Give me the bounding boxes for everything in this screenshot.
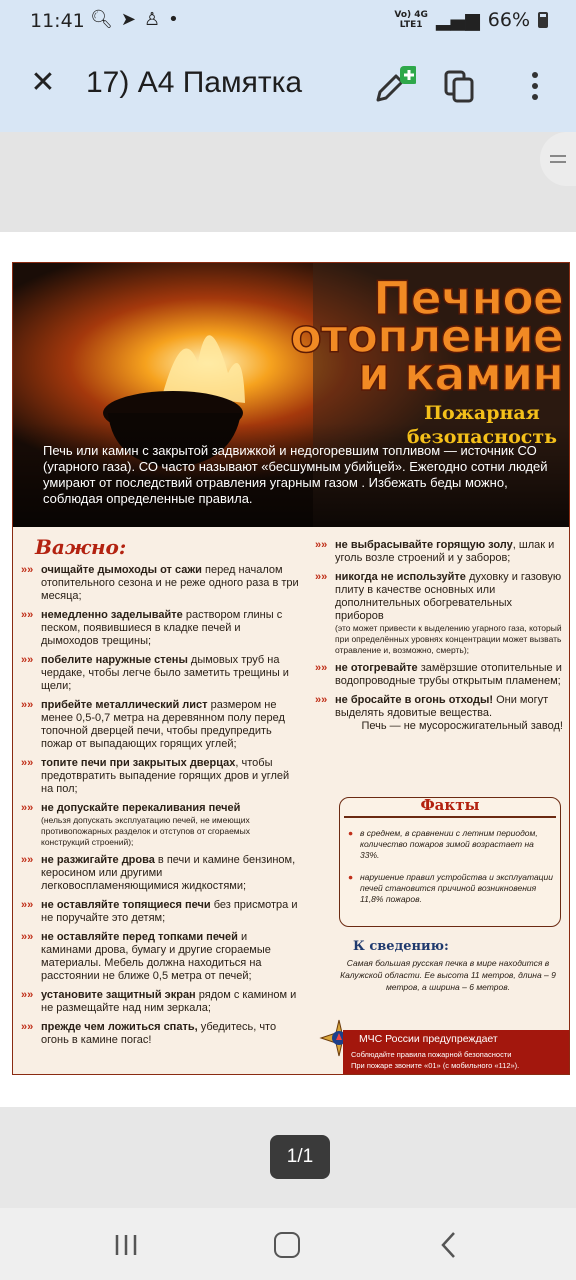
important-list-left <box>21 535 299 1053</box>
rule-item <box>21 854 299 893</box>
page-counter: 1/1 <box>270 1135 330 1179</box>
rule-item <box>21 757 299 796</box>
dot-icon: • <box>168 9 179 30</box>
rule-item <box>21 1021 299 1047</box>
fact-bullet-icon: ● <box>348 828 354 838</box>
mchs-line: При пожаре звоните «01» (с мобильного «112»). <box>351 1061 520 1070</box>
network-sub: LTE1 <box>399 20 423 30</box>
rule-item <box>21 564 299 603</box>
facts-heading: Факты <box>420 796 480 814</box>
rule-bold: не бросайте в огонь отходы! <box>335 694 494 706</box>
rule-bold: не допускайте перекаливания печей <box>41 802 241 814</box>
mchs-heading: МЧС России предупреждает <box>359 1033 498 1045</box>
rule-item <box>21 931 299 983</box>
mchs-banner <box>343 1030 570 1075</box>
rule-body <box>41 654 299 693</box>
rule-text: без присмотра и не поручайте это детям; <box>41 899 298 924</box>
rule-text: дымовых труб на чердаке, чтобы легче было заметить трещины и щели; <box>41 654 289 692</box>
rule-note: (нельзя допускать эксплуатацию печей, не имеющих противопожарных разделок и отступов от сгораемых конструкций строений); <box>41 815 251 847</box>
rule-bold: не отогревайте <box>335 662 418 674</box>
rule-item <box>315 571 563 656</box>
poster <box>12 262 570 1075</box>
important-heading: Важно: <box>35 535 127 559</box>
rule-text: Они могут выделять ядовитые вещества. <box>335 694 549 719</box>
facts-box <box>339 797 561 927</box>
back-icon[interactable] <box>438 1230 460 1260</box>
rule-bold: не оставляйте топящиеся печи <box>41 899 211 911</box>
rule-item <box>315 539 563 565</box>
rule-bold: немедленно заделывайте <box>41 609 183 621</box>
rule-text: в печи и камине бензином, керосином или другими легковоспламеняющимися жидкостями; <box>41 854 296 892</box>
rule-body <box>41 931 299 983</box>
rule-bullet-icon: »» <box>21 654 34 666</box>
info-heading: К сведению: <box>353 939 449 954</box>
rule-body <box>41 989 299 1015</box>
rule-text: размером не менее 0,5-0,7 метра на деревянном полу перед топочной дверцей печи, чтобы предупредить пожар от выпадающих горящих углей; <box>41 699 285 750</box>
rule-item <box>21 899 299 925</box>
rule-bullet-icon: »» <box>21 609 34 621</box>
rule-body <box>335 662 563 688</box>
rule-body <box>41 802 299 848</box>
rule-bullet-icon: »» <box>21 699 34 711</box>
copy-icon[interactable] <box>440 66 480 106</box>
mchs-line: Соблюдайте правила пожарной безопасности <box>351 1050 512 1059</box>
rule-body <box>41 854 299 893</box>
fact-text: нарушение правил устройства и эксплуатации печей становится причиной возникновения 11,8% пожаров. <box>360 872 553 904</box>
rule-bold: не разжигайте дрова <box>41 854 155 866</box>
system-indicators <box>394 9 548 31</box>
rule-bullet-icon: »» <box>21 1021 34 1033</box>
system-nav-bar <box>0 1208 576 1280</box>
rule-bold: не оставляйте перед топками печей <box>41 931 238 943</box>
rule-text: духовку и газовую плиту в качестве основных или дополнительных обогревательных приборов <box>335 571 562 622</box>
rule-body <box>335 694 563 733</box>
subtitle-line: Пожарная <box>424 402 540 424</box>
person-icon: ♙ <box>143 9 161 30</box>
rule-item <box>315 694 563 733</box>
fireplace-photo <box>13 263 570 527</box>
signal-icon: ▂▄▆ <box>435 9 480 31</box>
poster-title-line: отопление <box>290 309 563 363</box>
poster-subtitle <box>407 401 557 449</box>
poster-title-line: Печное <box>373 271 563 325</box>
rule-bold: побелите наружные стены <box>41 654 188 666</box>
rule-bullet-icon: »» <box>21 564 34 576</box>
poster-intro: Печь или камин с закрытой задвижкой и недогоревшим топливом — источник СО (угарного газа). СО часто называют «бесшумным убийцей». Ежегодно сотни людей умирают от последствий отравления угарным газом . Избежать беды можно, соблюдая определенные правила. <box>43 443 548 506</box>
document-title: 17) А4 Памятка <box>86 66 303 99</box>
poster-title <box>290 271 563 401</box>
rule-bold: не выбрасывайте горящую золу <box>335 539 513 551</box>
rule-bullet-icon: »» <box>315 694 328 706</box>
rule-extra: Печь — не мусоросжигательный завод! <box>361 720 563 732</box>
search-icon: 🔍︎ <box>90 9 113 30</box>
status-time: 11:41 <box>30 10 85 32</box>
rule-bullet-icon: »» <box>21 899 34 911</box>
document-page <box>0 232 576 1107</box>
rule-body <box>335 571 563 656</box>
rule-bold: прежде чем ложиться спать, <box>41 1021 198 1033</box>
fact-text: в среднем, в сравнении с летним периодом, количество пожаров зимой возрастает на 33%. <box>360 828 538 860</box>
rule-bullet-icon: »» <box>21 931 34 943</box>
rule-text: убедитесь, что огонь в камине погас! <box>41 1021 277 1046</box>
rule-bullet-icon: »» <box>315 571 328 583</box>
rule-bullet-icon: »» <box>21 854 34 866</box>
rule-bold: очищайте дымоходы от сажи <box>41 564 202 576</box>
rule-item <box>21 654 299 693</box>
battery-percent: 66% <box>487 9 530 31</box>
rule-text: рядом с камином и не размещайте над ним зеркала; <box>41 989 297 1014</box>
fact-item <box>348 828 553 861</box>
rule-bullet-icon: »» <box>315 539 328 551</box>
rule-bold: прибейте металлический лист <box>41 699 208 711</box>
notification-icons <box>90 9 179 30</box>
rule-bullet-icon: »» <box>21 802 34 814</box>
rule-bold: никогда не используйте <box>335 571 466 583</box>
rule-item <box>21 699 299 751</box>
rule-text: перед началом отопительного сезона и не реже одного раза в три месяца; <box>41 564 299 602</box>
rule-bullet-icon: »» <box>21 989 34 1001</box>
rule-text: , чтобы предотвратить выпадение горящих дров и углей на пол; <box>41 757 290 795</box>
close-icon[interactable]: ✕ <box>30 66 56 99</box>
edit-pencil-plus-icon[interactable] <box>372 64 416 108</box>
rule-body <box>41 1021 299 1047</box>
rule-note: (это может привести к выделению угарного газа, который при определённых уровнях концентрации может вызвать отравление и, возможно, смерть); <box>335 623 562 655</box>
more-vert-icon[interactable] <box>520 66 550 106</box>
rule-bold: топите печи при закрытых дверцах <box>41 757 236 769</box>
rule-text: замёрзшие отопительные и водопроводные трубы открытым пламенем; <box>335 662 562 687</box>
rule-body <box>41 609 299 648</box>
rule-bold: установите защитный экран <box>41 989 196 1001</box>
rule-bullet-icon: »» <box>315 662 328 674</box>
rule-body <box>41 899 299 925</box>
important-list-right <box>315 539 563 739</box>
fact-item <box>348 872 553 905</box>
rule-body <box>335 539 563 565</box>
viewer-top-margin <box>0 132 576 232</box>
home-icon[interactable] <box>274 1232 300 1258</box>
battery-icon <box>538 12 548 28</box>
status-bar <box>0 0 576 44</box>
rule-item <box>21 802 299 848</box>
rule-body <box>41 564 299 603</box>
rule-body <box>41 757 299 796</box>
rule-item <box>21 989 299 1015</box>
info-text: Самая большая русская печка в мире находится в Калужской области. Ее высота 11 метров, длина – 9 метров, а ширина – 6 метров. <box>340 958 556 992</box>
rule-text: раствором глины с песком, появившиеся в кладке печей и дымоходов трещины; <box>41 609 283 647</box>
poster-title-line: и камин <box>357 347 563 401</box>
subtitle-line: безопасность <box>406 426 557 448</box>
app-toolbar <box>0 44 576 132</box>
telegram-icon: ➤ <box>120 9 136 30</box>
fact-bullet-icon: ● <box>348 872 354 882</box>
rule-item <box>21 609 299 648</box>
rule-text: , шлак и уголь возле строений и у заборов; <box>335 539 555 564</box>
rule-item <box>315 662 563 688</box>
facts-divider <box>344 816 556 818</box>
network-label: Vo) 4G <box>394 10 428 20</box>
rule-text: и каминами дрова, бумагу и другие сгораемые материалы. Мебель должна находиться на расстоянии не ближе 0,5 метра от печей; <box>41 931 271 982</box>
rule-bullet-icon: »» <box>21 757 34 769</box>
recents-icon[interactable] <box>114 1234 138 1256</box>
rule-body <box>41 699 299 751</box>
network-indicator <box>394 10 428 30</box>
